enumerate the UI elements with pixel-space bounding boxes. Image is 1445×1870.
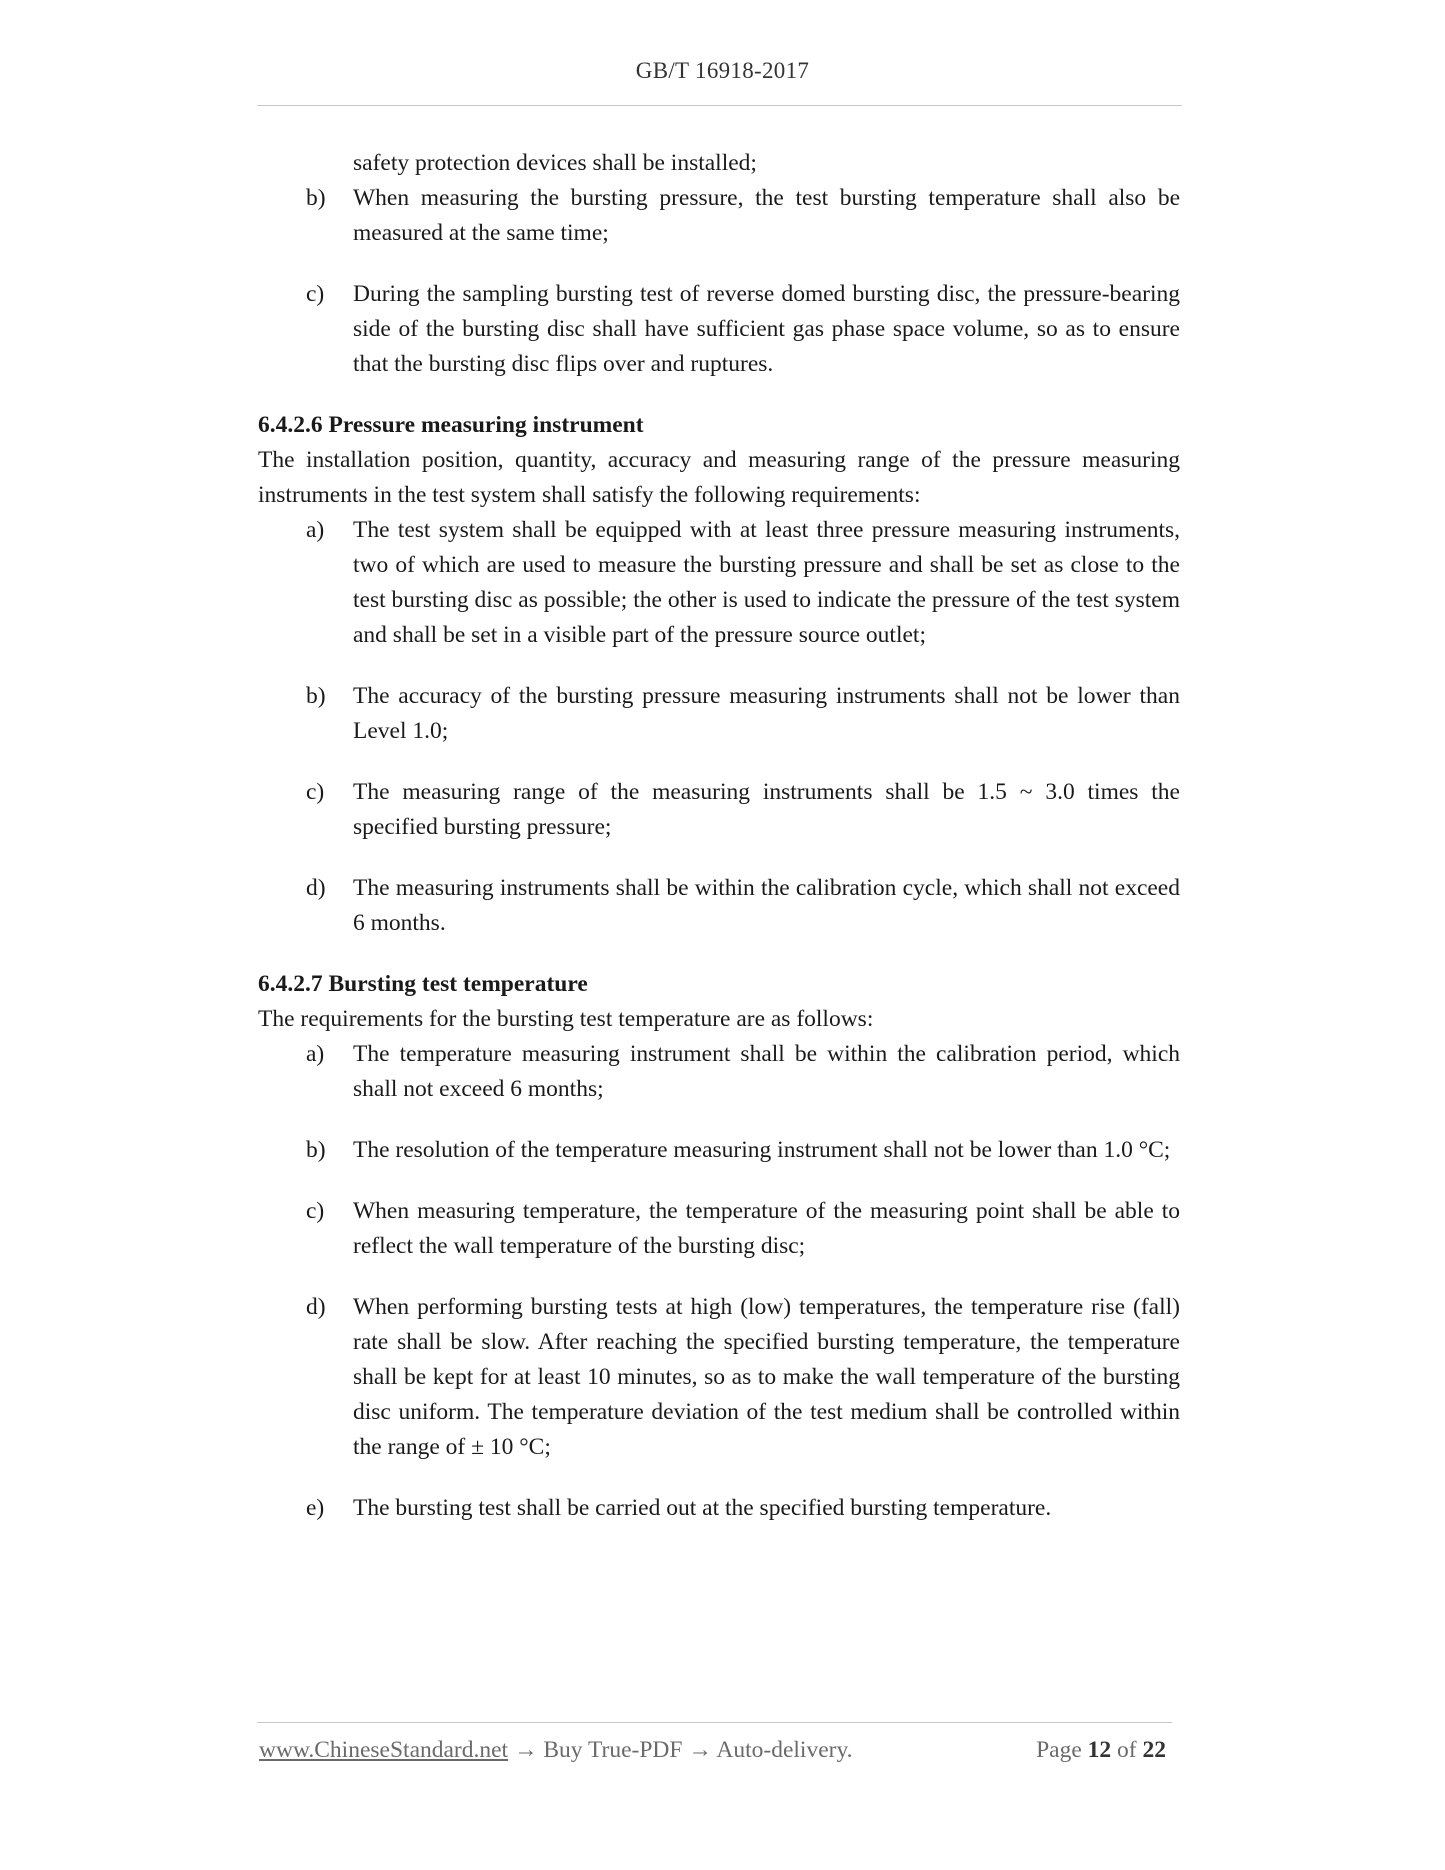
list-item-label: a) <box>306 1041 325 1067</box>
list-item-text: When measuring the bursting pressure, the test bursting temperature shall also be measured at the same time; <box>353 185 1180 246</box>
list-item-label: c) <box>306 281 325 307</box>
list-item-label: b) <box>306 683 326 709</box>
list-item <box>258 1133 1180 1168</box>
header-divider <box>257 105 1182 106</box>
section-heading-6-4-2-6: 6.4.2.6 Pressure measuring instrument <box>258 412 644 438</box>
page-prefix: Page <box>1036 1737 1082 1763</box>
page-total: 22 <box>1142 1737 1166 1763</box>
page-number <box>1036 1737 1166 1764</box>
list-item-text: When measuring temperature, the temperature of the measuring point shall be able to reflect the wall temperature of the bursting disc; <box>353 1198 1180 1259</box>
website-link[interactable]: www.ChineseStandard.net <box>259 1737 509 1763</box>
list-item-text: During the sampling bursting test of reverse domed bursting disc, the pressure-bearing side of the bursting disc shall have sufficient gas phase space volume, so as to ensure that the bursting disc flips over and ruptures. <box>353 281 1180 377</box>
list-item-text: The temperature measuring instrument shall be within the calibration period, which shall not exceed 6 months; <box>353 1041 1180 1102</box>
list-item <box>258 1037 1180 1107</box>
list-item-text: When performing bursting tests at high (low) temperatures, the temperature rise (fall) rate shall be slow. After reaching the specified bursting temperature, the temperature shall be kept for at least 10 minutes, so as to make the wall temperature of the bursting disc uniform. The temperature deviation of the test medium shall be controlled within the range of ± 10 °C; <box>353 1294 1180 1460</box>
list-item-label: a) <box>306 517 325 543</box>
list-item-text: The test system shall be equipped with at least three pressure measuring instruments, two of which are used to measure the bursting pressure and shall be set as close to the test bursting disc as possible; the other is used to indicate the pressure of the test system and shall be set in a visible part of the pressure source outlet; <box>353 517 1180 648</box>
document-body <box>258 146 1180 1552</box>
list-item-text: The accuracy of the bursting pressure measuring instruments shall not be lower than Level 1.0; <box>353 683 1180 744</box>
list-item-label: d) <box>306 875 326 901</box>
footer-divider <box>257 1722 1172 1723</box>
list-item <box>258 1290 1180 1465</box>
list-item <box>258 277 1180 382</box>
page-of: of <box>1117 1737 1137 1763</box>
list-item <box>258 775 1180 845</box>
continuation-text: safety protection devices shall be installed; <box>353 150 757 176</box>
list-item-label: b) <box>306 1137 326 1163</box>
footer-promo <box>259 1737 853 1764</box>
list-item-text: The measuring range of the measuring instruments shall be 1.5 ~ 3.0 times the specified bursting pressure; <box>353 779 1180 840</box>
list-item-label: c) <box>306 1198 325 1224</box>
section-heading-6-4-2-7: 6.4.2.7 Bursting test temperature <box>258 971 588 997</box>
list-item-label: e) <box>306 1495 325 1521</box>
footer-promo-text: → Buy True-PDF → Auto-delivery. <box>508 1737 853 1763</box>
list-item <box>258 1194 1180 1264</box>
list-item-label: b) <box>306 185 326 211</box>
list-item-label: c) <box>306 779 325 805</box>
section-intro: The requirements for the bursting test temperature are as follows: <box>258 1006 874 1032</box>
list-item <box>258 1491 1180 1526</box>
list-item <box>258 679 1180 749</box>
list-item-text: The measuring instruments shall be within the calibration cycle, which shall not exceed 6 months. <box>353 875 1180 936</box>
list-item <box>258 513 1180 653</box>
page-current: 12 <box>1087 1737 1112 1763</box>
list-item-label: d) <box>306 1294 326 1320</box>
list-item <box>258 871 1180 941</box>
list-item-text: The resolution of the temperature measuring instrument shall not be lower than 1.0 °C; <box>353 1137 1171 1163</box>
list-item <box>258 181 1180 251</box>
section-intro: The installation position, quantity, accuracy and measuring range of the pressure measuring instruments in the test system shall satisfy the following requirements: <box>258 447 1180 508</box>
list-item-text: The bursting test shall be carried out at the specified bursting temperature. <box>353 1495 1052 1521</box>
page-header: GB/T 16918-2017 <box>635 58 810 83</box>
